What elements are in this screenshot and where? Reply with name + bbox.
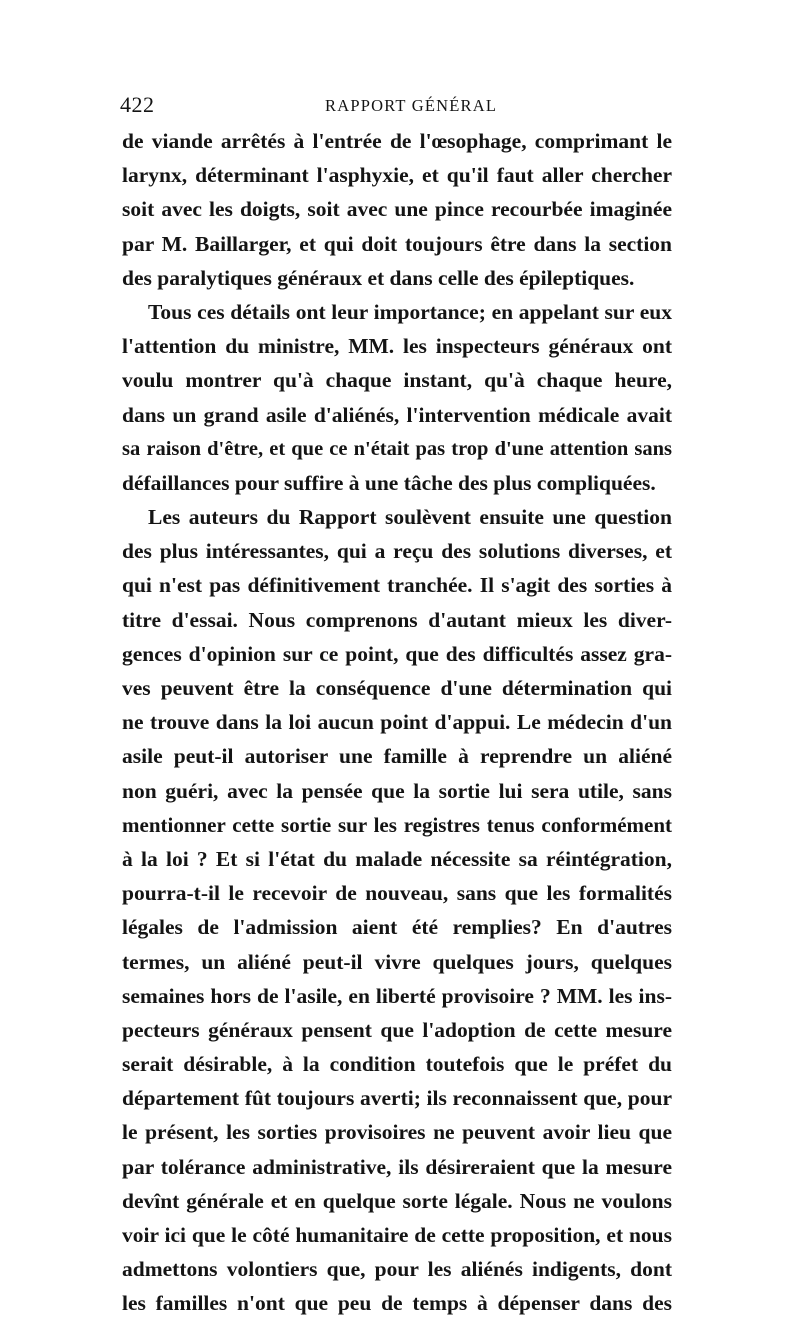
- text-line: pecteurs généraux pensent que l'adoption de cette mesure: [122, 1017, 672, 1042]
- running-title: RAPPORT GÉNÉRAL: [325, 96, 498, 115]
- text-line: Tous ces détails ont leur importance; en appelant sur eux: [148, 299, 672, 324]
- text-line: sa raison d'être, et que ce n'était pas trop d'une attention sans: [122, 437, 672, 460]
- text-line: soit avec les doigts, soit avec une pince recourbée imaginée: [122, 197, 672, 222]
- text-line: le présent, les sorties provisoires ne peuvent avoir lieu que: [122, 1120, 672, 1145]
- text-line: larynx, déterminant l'asphyxie, et qu'il faut aller chercher: [122, 163, 672, 188]
- text-line: les familles n'ont que peu de temps à dépenser dans des: [122, 1291, 672, 1316]
- text-line: gences d'opinion sur ce point, que des difficultés assez gra-: [122, 641, 672, 666]
- text-line: dans un grand asile d'aliénés, l'intervention médicale avait: [122, 402, 672, 427]
- text-line: voulu montrer qu'à chaque instant, qu'à chaque heure,: [122, 368, 672, 393]
- text-line: des plus intéressantes, qui a reçu des solutions diverses, et: [122, 539, 672, 564]
- text-line: défaillances pour suffire à une tâche des plus compliquées.: [122, 470, 656, 495]
- text-line: non guéri, avec la pensée que la sortie lui sera utile, sans: [122, 778, 672, 803]
- text-line: ves peuvent être la conséquence d'une détermination qui: [122, 676, 672, 700]
- text-line: des paralytiques généraux et dans celle des épileptiques.: [122, 265, 635, 290]
- text-line: l'attention du ministre, MM. les inspecteurs généraux ont: [122, 334, 672, 359]
- text-line: voir ici que le côté humanitaire de cette proposition, et nous: [122, 1223, 672, 1247]
- text-line: titre d'essai. Nous comprenons d'autant mieux les diver-: [122, 607, 672, 632]
- text-line: département fût toujours averti; ils reconnaissent que, pour: [122, 1086, 672, 1111]
- text-line: par M. Baillarger, et qui doit toujours être dans la section: [122, 231, 672, 256]
- text-line: légales de l'admission aient été remplies? En d'autres: [122, 915, 672, 940]
- text-line: admettons volontiers que, pour les aliénés indigents, dont: [122, 1257, 672, 1282]
- text-line: à la loi ? Et si l'état du malade nécessite sa réintégration,: [122, 846, 672, 871]
- text-line: de viande arrêtés à l'entrée de l'œsophage, comprimant le: [122, 129, 672, 153]
- text-line: termes, un aliéné peut-il vivre quelques jours, quelques: [122, 949, 672, 974]
- text-line: Les auteurs du Rapport soulèvent ensuite une question: [148, 505, 672, 530]
- text-line: serait désirable, à la condition toutefois que le préfet du: [122, 1052, 672, 1077]
- running-head: [120, 92, 680, 122]
- text-line: semaines hors de l'asile, en liberté provisoire ? MM. les ins-: [122, 983, 672, 1008]
- text-line: pourra-t-il le recevoir de nouveau, sans que les formalités: [122, 881, 672, 906]
- text-line: ne trouve dans la loi aucun point d'appui. Le médecin d'un: [122, 710, 672, 735]
- text-line: devînt générale et en quelque sorte légale. Nous ne voulons: [122, 1188, 672, 1213]
- body-text: [122, 124, 672, 1321]
- text-line: mentionner cette sortie sur les registres tenus conformément: [122, 812, 672, 837]
- text-line: asile peut-il autoriser une famille à reprendre un aliéné: [122, 744, 672, 769]
- text-line: qui n'est pas définitivement tranchée. Il s'agit des sorties à: [122, 573, 672, 598]
- text-line: par tolérance administrative, ils désireraient que la mesure: [122, 1154, 672, 1179]
- page-number: 422: [120, 92, 155, 117]
